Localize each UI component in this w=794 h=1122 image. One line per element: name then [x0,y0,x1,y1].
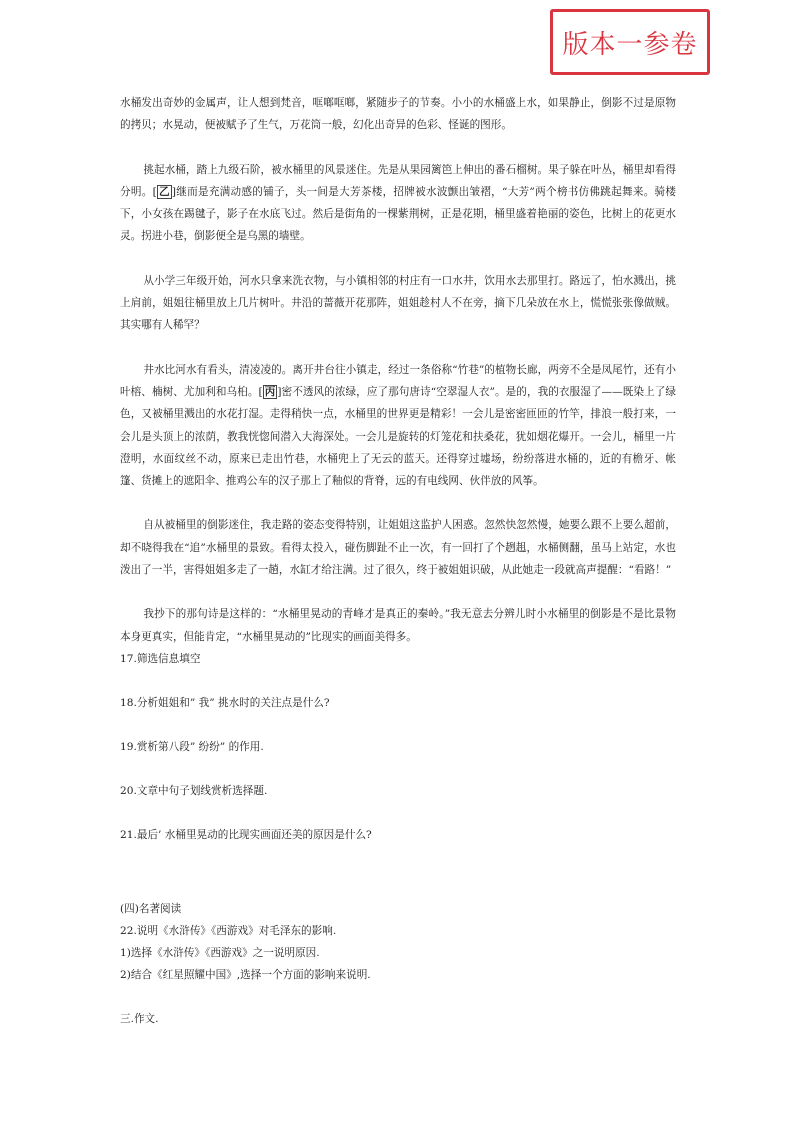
marker-bing: 丙 [264,385,276,398]
paragraph-6: 我抄下的那句诗是这样的：“水桶里晃动的青峰才是真正的秦岭。”我无意去分辨儿时小水桶里的倒影是不是比景物本身更真实，但能肯定，“水桶里晃动的”比现实的画面美得多。 [120,608,676,643]
question-22-part-2: 2)结合《红星照耀中国》,选择一个方面的影响来说明. [120,968,371,981]
marker-yi: 乙 [158,185,170,198]
paragraph-1: 水桶发出奇妙的金属声，让人想到梵音，哐啷哐啷，紧随步子的节奏。小小的水桶盛上水，如果静止，倒影不过是原物的拷贝；水晃动，便被赋予了生气，万花筒一般，幻化出奇异的色彩、怪诞的图形。 [120,97,676,132]
version-stamp [550,9,710,75]
answer-space [120,670,676,692]
section-4-heading: (四)名著阅读 [120,902,182,915]
paragraph-4-start: 井水比河水有看头，清凌凌的。离开井台往小镇走，经过一条俗称“竹巷”的植物长廊，两旁不全是凤尾竹，还有小叶榕、楠树、尤加利和乌桕。 [120,363,676,398]
answer-space [120,802,676,824]
paragraph-5: 自从被桶里的倒影迷住，我走路的姿态变得特别，让姐姐这监护人困惑。忽然快忽然慢，她要么跟不上要么超前，却不晓得我在“追”水桶里的景致。看得太投入，碰伤脚趾不止一次，有一回打了个趔趄，水桶侧翻，虽马上站定，水也泼出了一半，害得姐姐多走了一趟，水缸才给注满。过了很久，终于被姐姐识破，从此她走一段就高声提醒：“看路！” [120,519,676,577]
paragraph-4: 井水比河水有看头，清凌凌的。离开井台往小镇走，经过一条俗称“竹巷”的植物长廊，两旁不全是凤尾竹，还有小叶榕、楠树、尤加利和乌桕。[ 丙 ]密不透风的浓绿，应了那句唐诗“空翠湿人衣”。是的，我的衣服湿了——既染上了绿色，又被桶里溅出的水花打湿。走得稍快一点，水桶里的世界更是精彩！一会儿是密密匝匝的竹竿，排浪一般打来，一会儿是头顶上的浓荫，教我恍惚间潜入大海深处。一会儿是旋转的灯笼花和扶桑花，犹如烟花爆开。一会儿，桶里一片澄明，水面纹丝不动，原来已走出竹巷，水桶兜上了无云的蓝天。还得穿过墟场，纷纷落进水桶的，近的有檐牙、帐篷、货摊上的遮阳伞、推鸡公车的汉子那上了釉似的背脊，远的有电线网、伙伴放的风筝。 [120,363,676,488]
section-3-heading: 三.作文. [120,1012,159,1025]
question-21: 21.最后’ 水桶里晃动的比现实画面还美的原因是什么? [120,828,372,841]
answer-space [120,714,676,736]
question-22: 22.说明《水浒传》《西游戏》对毛泽东的影响. [120,924,337,937]
document-body [120,92,676,1030]
answer-space [120,758,676,780]
paragraph-2-start: 挑起水桶，踏上九级石阶，被水桶里的风景迷住。先是从果园篱笆上伸出的番石榴树。果子躲在叶丛，桶里却看得分明。 [120,163,676,198]
version-stamp-text: 版本一参卷 [562,29,698,60]
question-18: 18.分析姐姐和” 我” 挑水时的关注点是什么? [120,696,330,709]
question-20: 20.文章中句子划线赏析选择题. [120,784,268,797]
question-17: 17.筛选信息填空 [120,652,201,665]
paragraph-2: 挑起水桶，踏上九级石阶，被水桶里的风景迷住。先是从果园篱笆上伸出的番石榴树。果子躲在叶丛，桶里却看得分明。[ 乙 ]继而是充满动感的铺子，头一间是大芳茶楼，招牌被水波颤出皱褶，“大芳”两个榜书仿佛跳起舞来。骑楼下，小女孩在踢毽子，影子在水底飞过。然后是街角的一棵紫荆树，正是花期，桶里盛着艳丽的姿色，比树上的花更水灵。拐进小巷，倒影便全是乌黑的墙壁。 [120,163,677,243]
question-22-part-1: 1)选择《水浒传》《西游戏》之一说明原因. [120,946,320,959]
question-19: 19.赏析第八段” 纷纷” 的作用. [120,740,264,753]
answer-space [120,868,676,898]
answer-space [120,846,676,868]
answer-space [120,986,676,1008]
paragraph-2-rest: 继而是充满动感的铺子，头一间是大芳茶楼，招牌被水波颤出皱褶，“大芳”两个榜书仿佛跳起舞来。骑楼下，小女孩在踢毽子，影子在水底飞过。然后是街角的一棵紫荆树，正是花期，桶里盛着艳丽的姿色，比树上的花更水灵。拐进小巷，倒影便全是乌黑的墙壁。 [120,185,677,243]
paragraph-4-rest: 密不透风的浓绿，应了那句唐诗“空翠湿人衣”。是的，我的衣服湿了——既染上了绿色，又被桶里溅出的水花打湿。走得稍快一点，水桶里的世界更是精彩！一会儿是密密匝匝的竹竿，排浪一般打来，一会儿是头顶上的浓荫，教我恍惚间潜入大海深处。一会儿是旋转的灯笼花和扶桑花，犹如烟花爆开。一会儿，桶里一片澄明，水面纹丝不动，原来已走出竹巷，水桶兜上了无云的蓝天。还得穿过墟场，纷纷落进水桶的，近的有檐牙、帐篷、货摊上的遮阳伞、推鸡公车的汉子那上了釉似的背脊，远的有电线网、伙伴放的风筝。 [120,385,676,488]
paragraph-3: 从小学三年级开始，河水只拿来洗衣物，与小镇相邻的村庄有一口水井，饮用水去那里打。路远了，怕水溅出，挑上肩前，姐姐往桶里放上几片树叶。井沿的蔷薇开花那阵，姐姐趁村人不在旁，摘下几朵放在水上，慌慌张张像做贼。其实哪有人稀罕？ [120,274,676,332]
